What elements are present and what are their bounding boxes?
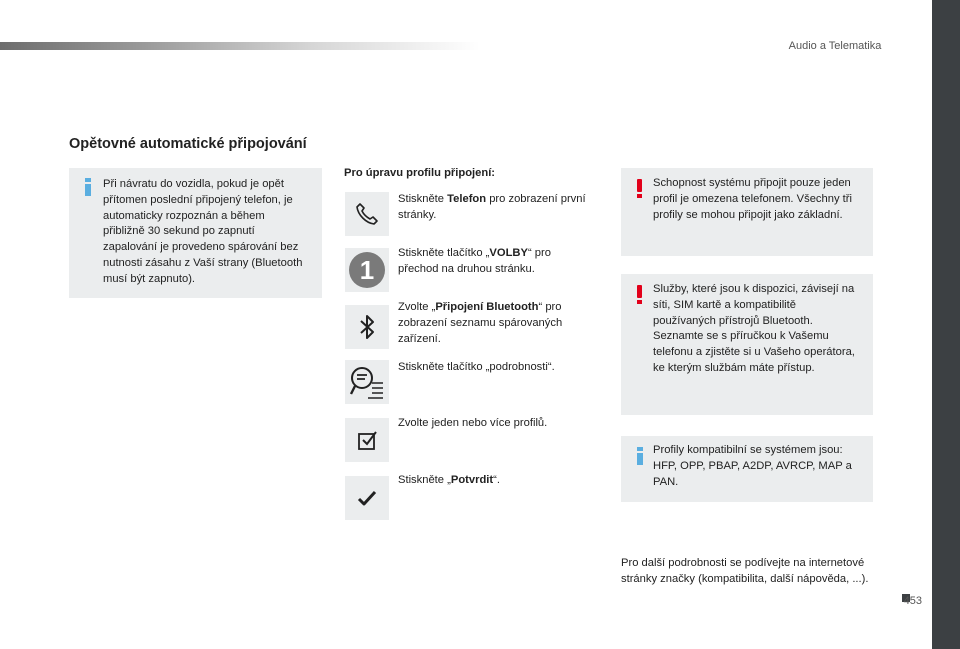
step-text: Stiskněte tlačítko „VOLBY“ pro přechod na druhou stránku. xyxy=(398,247,551,275)
step-text: Zvolte „Připojení Bluetooth“ pro zobrazení seznamu spárovaných zařízení. xyxy=(398,301,563,345)
step-icon-box xyxy=(345,360,389,404)
step-text: Stiskněte tlačítko „podrobnosti“. xyxy=(398,361,555,373)
step-text: Zvolte jeden nebo více profilů. xyxy=(398,417,548,429)
step-icon-box xyxy=(345,305,389,349)
info-icon xyxy=(85,178,91,196)
warning-note-text: Služby, které jsou k dispozici, závisejí na síti, SIM kartě a kompatibilitě používaných přístrojů Bluetooth. Seznamte se s příručkou k Vašemu telefonu a zjistěte si u Vašeho operátora, ke kterým službám máte přístup. xyxy=(653,283,855,374)
warning-note-profile xyxy=(621,168,873,256)
bluetooth-icon xyxy=(354,312,380,342)
warning-icon xyxy=(637,179,643,197)
warning-note-services xyxy=(621,274,873,415)
info-note-profiles xyxy=(621,436,873,502)
page-number: 453 xyxy=(903,595,922,607)
info-icon xyxy=(637,447,643,465)
checkmark-icon xyxy=(354,485,380,511)
step-text: Stiskněte „Potvrdit“. xyxy=(398,474,500,486)
section-title: Audio a Telematika xyxy=(788,40,882,52)
checkbox-icon xyxy=(354,427,380,453)
details-icon xyxy=(348,363,386,401)
step-icon-box xyxy=(345,418,389,462)
svg-text:1: 1 xyxy=(359,255,375,285)
number-one-icon xyxy=(347,250,387,290)
warning-note-text: Schopnost systému připojit pouze jeden profil je omezena telefonem. Všechny tři profily se mohou připojit jako základní. xyxy=(653,177,852,221)
step-text: Stiskněte Telefon pro zobrazení první stránky. xyxy=(398,193,586,221)
header-gradient-bar xyxy=(0,42,480,50)
info-note-text: Profily kompatibilní se systémem jsou: HFP, OPP, PBAP, A2DP, AVRCP, MAP a PAN. xyxy=(653,444,852,488)
info-note-reconnect xyxy=(69,168,322,298)
page-edge-tab xyxy=(932,0,960,649)
info-note-text: Při návratu do vozidla, pokud je opět přítomen poslední připojený telefon, je automaticky rozpoznán a během přibližně 30 sekund po zapnutí zapalování je provedeno spárování bez nutnosti zásahu z Vaší strany (Bluetooth musí být zapnuto). xyxy=(103,178,303,285)
steps-heading: Pro úpravu profilu připojení: xyxy=(344,167,496,179)
page-heading: Opětovné automatické připojování xyxy=(69,136,307,152)
step-icon-box xyxy=(345,248,389,292)
warning-icon xyxy=(637,285,643,303)
step-icon-box xyxy=(345,192,389,236)
phone-icon xyxy=(354,201,380,227)
step-icon-box xyxy=(345,476,389,520)
footer-note: Pro další podrobnosti se podívejte na internetové stránky značky (kompatibilita, další nápověda, ...). xyxy=(621,557,869,585)
